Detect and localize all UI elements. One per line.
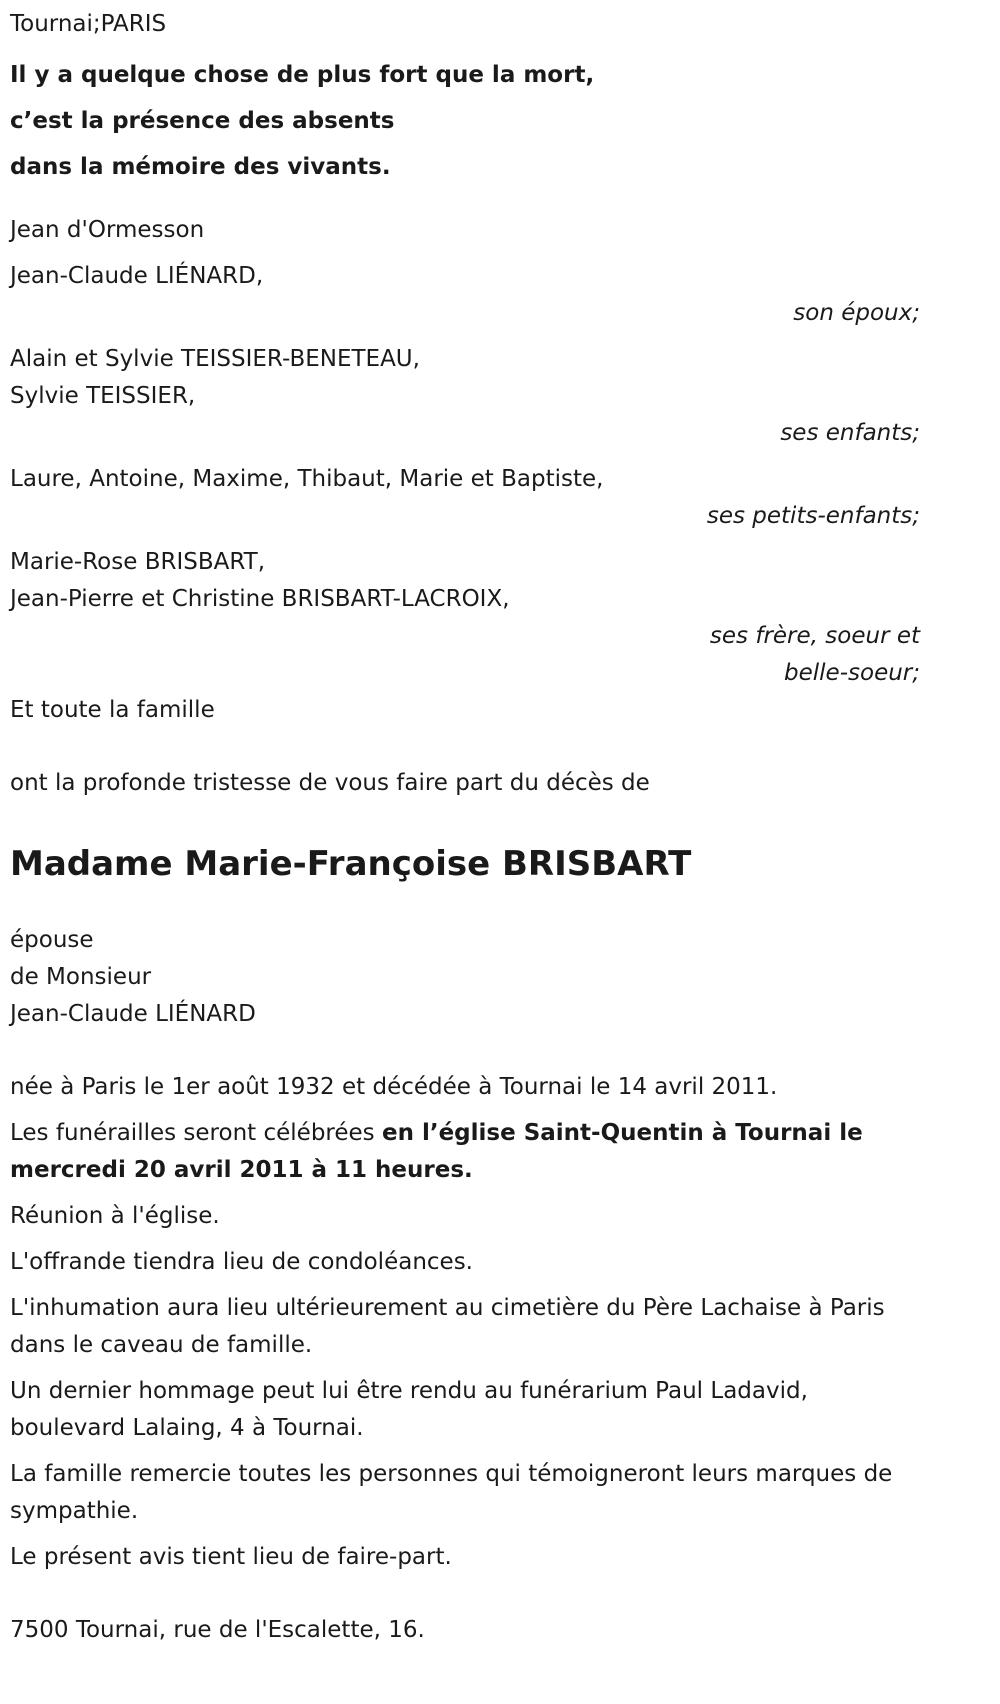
deceased-relation xyxy=(10,922,920,1033)
family-grandchildren xyxy=(10,461,920,535)
grandchildren-role: ses petits-enfants; xyxy=(706,503,920,529)
offering-text xyxy=(10,1244,920,1281)
siblings-role: belle-soeur; xyxy=(784,660,920,686)
quote-line: c’est la présence des absents xyxy=(10,108,395,134)
meeting-line: Réunion à l'église. xyxy=(10,1203,220,1229)
funeral-intro: Les funérailles seront célébrées xyxy=(10,1120,382,1146)
notice-line: Le présent avis tient lieu de faire-part. xyxy=(10,1544,452,1570)
address: 7500 Tournai, rue de l'Escalette, 16. xyxy=(10,1617,425,1643)
family-spouse xyxy=(10,258,920,332)
funeral-text xyxy=(10,1115,920,1189)
family-others: Et toute la famille xyxy=(10,697,215,723)
details-block xyxy=(10,1069,920,1576)
child-name: Alain et Sylvie TEISSIER-BENETEAU, xyxy=(10,346,420,372)
thanks-line: La famille remercie toutes les personnes qui témoigneront leurs marques de sympathie. xyxy=(10,1461,893,1524)
notice-text xyxy=(10,1539,920,1576)
family-siblings xyxy=(10,544,920,692)
thanks-text xyxy=(10,1456,920,1530)
funeral-line xyxy=(10,1115,920,1189)
sibling-name: Jean-Pierre et Christine BRISBART-LACROIX, xyxy=(10,586,510,612)
relation-line: de Monsieur xyxy=(10,964,152,990)
quote-author: Jean d'Ormesson xyxy=(10,217,205,243)
birth-death-text xyxy=(10,1069,920,1106)
quote-line: dans la mémoire des vivants. xyxy=(10,154,391,180)
tribute-line: Un dernier hommage peut lui être rendu au funérarium Paul Ladavid, boulevard Lalaing, 4 à Tournai. xyxy=(10,1378,808,1441)
family-children xyxy=(10,341,920,452)
sibling-name: Marie-Rose BRISBART, xyxy=(10,549,266,575)
quote-line: Il y a quelque chose de plus fort que la mort, xyxy=(10,62,595,88)
child-name: Sylvie TEISSIER, xyxy=(10,383,196,409)
birth-death-line: née à Paris le 1er août 1932 et décédée à Tournai le 14 avril 2011. xyxy=(10,1074,778,1100)
burial-line: L'inhumation aura lieu ultérieurement au cimetière du Père Lachaise à Paris dans le caveau de famille. xyxy=(10,1295,885,1358)
tribute-text xyxy=(10,1373,920,1447)
spouse-role: son époux; xyxy=(793,300,920,326)
meeting-text xyxy=(10,1198,920,1235)
relation-line: épouse xyxy=(10,927,94,953)
burial-text xyxy=(10,1290,920,1364)
header-location: Tournai;PARIS xyxy=(10,11,167,37)
offering-line: L'offrande tiendra lieu de condoléances. xyxy=(10,1249,473,1275)
deceased-name: Madame Marie-Françoise BRISBART xyxy=(10,844,692,884)
relation-line: Jean-Claude LIÉNARD xyxy=(10,1001,256,1027)
siblings-role: ses frère, soeur et xyxy=(709,623,920,649)
announcement: ont la profonde tristesse de vous faire part du décès de xyxy=(10,770,650,796)
grandchildren-names: Laure, Antoine, Maxime, Thibaut, Marie et Baptiste, xyxy=(10,466,604,492)
funeral-details: en l’église Saint-Quentin à Tournai le mercredi 20 avril 2011 à 11 heures. xyxy=(10,1120,863,1183)
children-role: ses enfants; xyxy=(780,420,920,446)
quote-block xyxy=(10,52,920,190)
spouse-name: Jean-Claude LIÉNARD, xyxy=(10,263,264,289)
